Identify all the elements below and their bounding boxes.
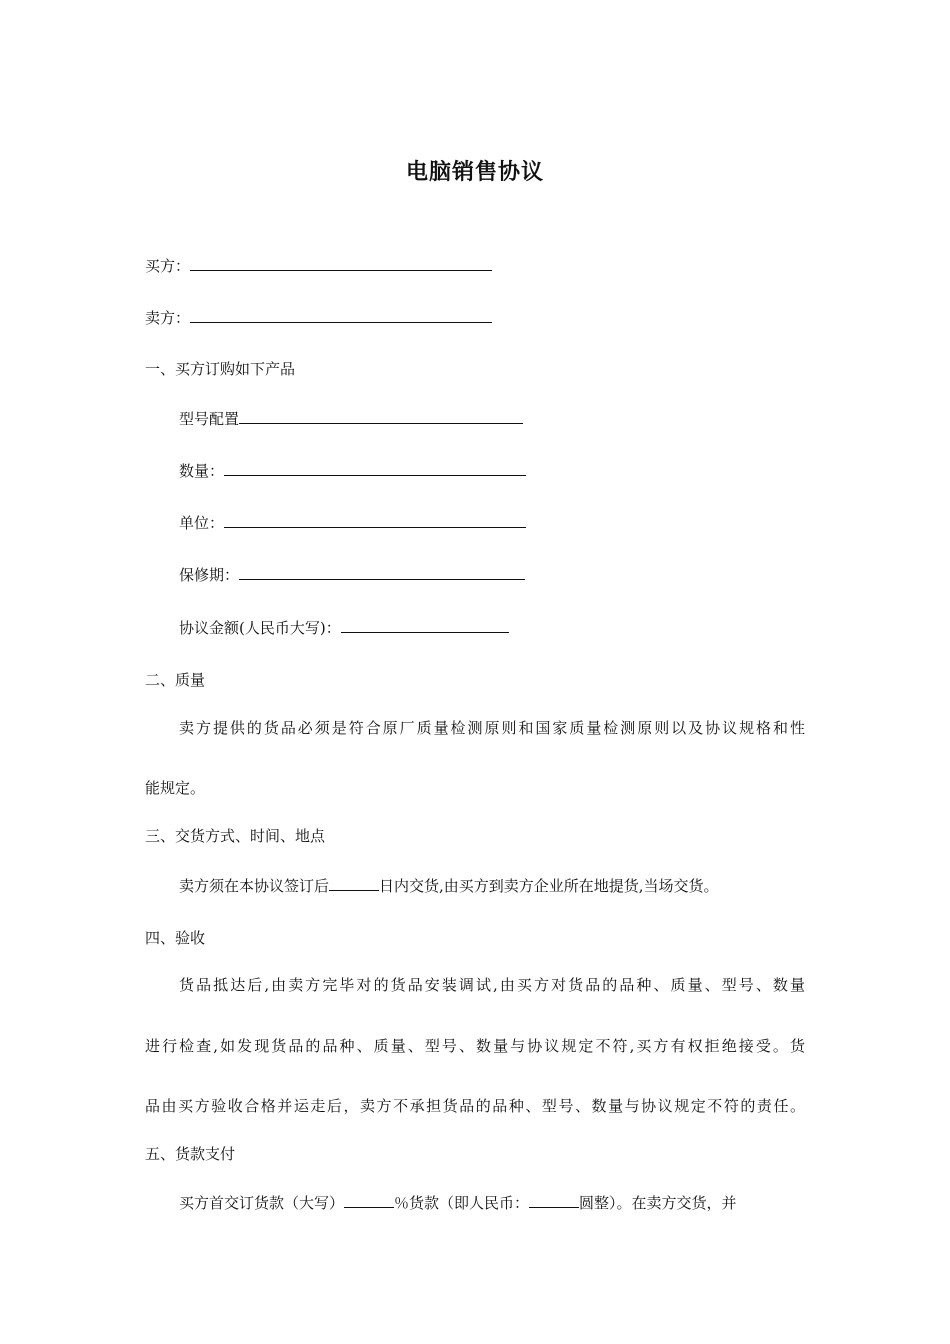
payment-part-3: 圆整）。在卖方交货，并	[579, 1194, 737, 1212]
warranty-label: 保修期：	[179, 566, 240, 584]
section-5-heading: 五、货款支付	[145, 1145, 236, 1163]
delivery-days-blank	[329, 875, 379, 891]
seller-line	[145, 307, 492, 328]
warranty-blank	[239, 564, 525, 580]
model-line	[179, 408, 523, 429]
quantity-blank	[224, 460, 526, 476]
model-label: 型号配置	[179, 410, 240, 428]
document-title: 电脑销售协议	[405, 160, 544, 185]
inspection-line-1: 货品抵达后,由卖方完毕对的货品安装调试,由买方对货品的品种、质量、型号、数量	[179, 976, 805, 994]
section-4-heading: 四、验收	[145, 929, 206, 947]
delivery-pre: 卖方须在本协议签订后	[179, 877, 330, 895]
seller-blank	[190, 307, 492, 323]
inspection-line-3: 品由买方验收合格并运走后，卖方不承担货品的品种、型号、数量与协议规定不符的责任。	[145, 1097, 805, 1115]
unit-line	[179, 512, 526, 533]
delivery-post: 日内交货,由买方到卖方企业所在地提货,当场交货。	[379, 877, 719, 895]
warranty-line	[179, 564, 525, 585]
unit-blank	[224, 512, 526, 528]
quantity-label: 数量：	[179, 462, 225, 480]
quantity-line	[179, 460, 526, 481]
amount-label: 协议金额(人民币大写)：	[179, 619, 341, 637]
buyer-label: 买方：	[145, 257, 191, 275]
model-blank	[239, 408, 523, 424]
section-2-heading: 二、质量	[145, 671, 206, 689]
section-1-heading: 一、买方订购如下产品	[145, 360, 296, 378]
quality-line-2: 能规定。	[145, 779, 206, 797]
quality-line-1: 卖方提供的货品必须是符合原厂质量检测原则和国家质量检测原则以及协议规格和性	[179, 719, 805, 737]
seller-label: 卖方：	[145, 309, 191, 327]
delivery-line	[179, 875, 719, 896]
unit-label: 单位：	[179, 514, 225, 532]
payment-part-2: ％货款（即人民币：	[394, 1194, 530, 1212]
amount-line	[179, 617, 509, 638]
amount-blank	[341, 617, 509, 633]
payment-amount-blank	[529, 1192, 579, 1208]
inspection-line-2: 进行检查,如发现货品的品种、质量、型号、数量与协议规定不符,买方有权拒绝接受。货	[145, 1037, 805, 1055]
payment-part-1: 买方首交订货款（大写）	[179, 1194, 345, 1212]
buyer-line	[145, 255, 492, 276]
payment-line	[179, 1192, 737, 1213]
section-3-heading: 三、交货方式、时间、地点	[145, 827, 326, 845]
payment-percent-blank	[344, 1192, 394, 1208]
buyer-blank	[190, 255, 492, 271]
